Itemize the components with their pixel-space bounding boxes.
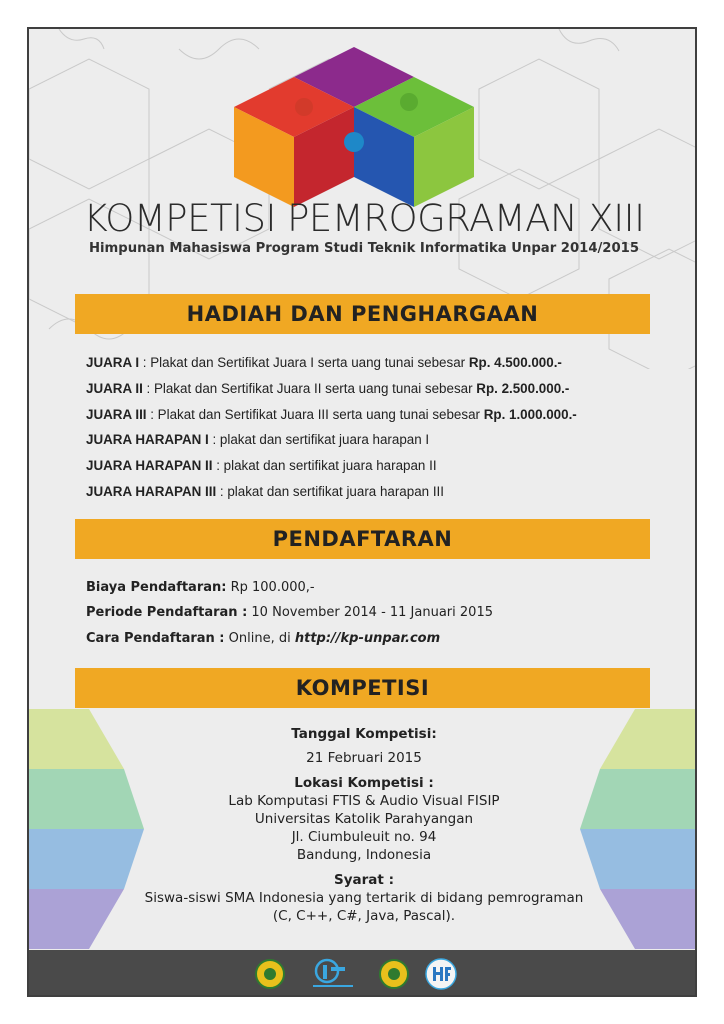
- location-line: Lab Komputasi FTIS & Audio Visual FISIP: [228, 793, 500, 809]
- location-line: Bandung, Indonesia: [296, 847, 432, 863]
- prize-money: uang tunai sebesar: [351, 355, 469, 370]
- fee-value: Rp 100.000,-: [226, 580, 315, 595]
- registration-banner: PENDAFTARAN: [75, 519, 650, 559]
- prize-desc: : plakat dan sertifikat juara harapan I: [208, 432, 430, 447]
- poster-title: KOMPETISI PEMROGRAMAN XIII: [83, 197, 645, 240]
- prize-desc: : Plakat dan Sertifikat Juara I serta: [139, 355, 352, 370]
- footer-bar: [29, 950, 697, 997]
- poster-frame: [27, 27, 697, 997]
- prize-label: JUARA HARAPAN II: [86, 458, 213, 473]
- prize-desc: : plakat dan sertifikat juara harapan II: [212, 458, 437, 473]
- location-line: Jl. Ciumbuleuit no. 94: [291, 829, 437, 845]
- fee-label: Biaya Pendaftaran:: [86, 580, 227, 595]
- hmpsif-logo-icon: [425, 958, 457, 990]
- competition-requirement-label: Syarat :: [334, 872, 394, 888]
- prize-desc: : plakat dan sertifikat juara harapan III: [216, 484, 444, 499]
- competition-banner: KOMPETISI: [75, 668, 650, 708]
- puzzle-cube-logo: [234, 47, 474, 207]
- prize-amount: Rp. 1.000.000.-: [483, 407, 577, 422]
- prize-row-juara-2: [86, 381, 569, 396]
- faculty-seal-icon: [379, 959, 409, 989]
- period-value: 10 November 2014 - 11 Januari 2015: [247, 605, 493, 620]
- registration-url-link[interactable]: http://kp-unpar.com: [294, 631, 441, 646]
- prize-amount: Rp. 4.500.000.-: [468, 355, 562, 370]
- prize-label: JUARA HARAPAN I: [86, 432, 209, 447]
- prize-row-harapan-2: [86, 458, 437, 473]
- prize-row-juara-3: [86, 407, 577, 422]
- organizer-logo-icon: [309, 957, 357, 991]
- registration-period: [86, 605, 493, 620]
- prize-amount: Rp. 2.500.000.-: [476, 381, 570, 396]
- requirement-line: (C, C++, C#, Java, Pascal).: [272, 908, 456, 924]
- period-label: Periode Pendaftaran :: [86, 605, 248, 620]
- prize-desc: : Plakat dan Sertifikat Juara III serta: [146, 407, 367, 422]
- requirement-line: Siswa-siswi SMA Indonesia yang tertarik di bidang pemrograman: [144, 890, 584, 906]
- prize-money: uang tunai sebesar: [358, 381, 477, 396]
- prize-row-juara-1: [86, 355, 562, 370]
- method-value: Online, di: [224, 631, 295, 646]
- university-seal-icon: [255, 959, 285, 989]
- prize-row-harapan-3: [86, 484, 444, 499]
- location-line: Universitas Katolik Parahyangan: [254, 811, 474, 827]
- prize-label: JUARA HARAPAN III: [86, 484, 217, 499]
- competition-date-label: Tanggal Kompetisi:: [291, 726, 437, 742]
- prize-label: JUARA I: [86, 355, 140, 370]
- registration-fee: [86, 580, 315, 595]
- competition-date-value: 21 Februari 2015: [306, 750, 422, 766]
- prize-money: uang tunai sebesar: [366, 407, 484, 422]
- prize-row-harapan-1: [86, 432, 429, 447]
- prize-label: JUARA II: [86, 381, 143, 396]
- prize-desc: : Plakat dan Sertifikat Juara II serta: [142, 381, 359, 396]
- method-label: Cara Pendaftaran :: [86, 631, 225, 646]
- poster-subtitle: Himpunan Mahasiswa Program Studi Teknik Informatika Unpar 2014/2015: [88, 241, 640, 256]
- registration-method: [86, 631, 440, 646]
- prize-label: JUARA III: [86, 407, 147, 422]
- competition-location-label: Lokasi Kompetisi :: [294, 775, 434, 791]
- prizes-banner: HADIAH DAN PENGHARGAAN: [75, 294, 650, 334]
